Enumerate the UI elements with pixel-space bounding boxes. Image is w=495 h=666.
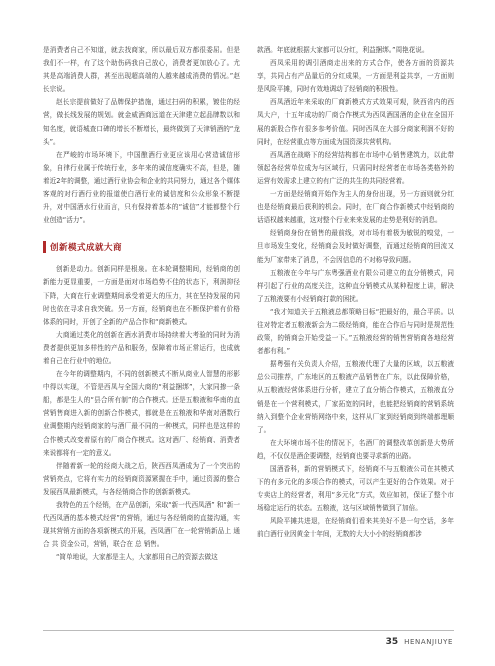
left-paragraph-1: 是消费者自己不知道，就去找商家，所以最后双方都很委屈。但是我们不一样，有了这个助伤码我自己放心，消费者更加放心了。尤其是高端消费人群，甚至出现超高端的人越来越成消费的情况。”赵长宗说。 [43,46,240,94]
right-paragraph-5: 一方面是经销商开始作为主人的身份出现，另一方面则就分红也是经销商最后获利的机会。同时，在厂商合作新模式中经销商的话语权越来越重，这对整个行业来来发展的走势是利好的消息。 [257,190,454,225]
left-paragraph-6: 在今年的调整期内，不同的创新模式不断从商业人智慧的形影中得以实现，不管是西凤与全国大商的“利益捆绑”，大家同掺一条船，都是生人的“县合所有制”的合作模式。还是五粮液和华南的直营销售商进入新的创新合作模式，都就是在五粮液和华南对酒数行业调整期内经销商家的与酒厂最不同的一种模式，同样也是这样的合作模式改变着原有的厂商合作模式。这对酒厂、经销商、消费者来说都将有一定的意义。 [43,370,240,457]
section-marker [43,241,46,253]
right-paragraph-8: “我才知道关于五粮液总都策略目标“把最好的，最合平质。以往对特定者五粮液新会为二级经销商，能在合作后与同时是规范性政策，的销商会开始受益一下。”五粮液经营的销售营销商各地经营者都有利。” [257,307,454,356]
right-column [257,44,454,542]
left-paragraph-5: 大商通过类化的创新在酒水消费市场持续着大考验的同时为消费者提供更加多样性的产品和服务，保障着市场正常运行，也成就着自己在行业中的地位。 [43,330,240,365]
section-title: 创新模式成就大商 [50,243,123,254]
right-paragraph-9: 据粤强有关负责人介绍，五粮液代理了大量的区域，以五粮液总公司推荐，广东地区的五粮液产品销售在广东，以此保障价格，从五粮液经营体系进行分析，建立了直分销合作模式，五粮液直分销是在一个营利模式，厂家拓宽的同时，也能把经销商的营销系统纳入到整个企业营销网络中来，这样从厂家到经销商到终端都理顺了。 [257,360,454,434]
right-paragraph-4: 西凤酒在战略下的经营结构都在市场中心销售建筑力，以此带领起各经营单位成为与区域行，只需同时经营者在市场各类格外的运营有效需求上建立的有广泛的共生的共同经营着。 [257,150,454,185]
right-paragraph-11: 国酒香科，新的营销模式下，经销商不与五粮液公司在其模式下的有多元化的多项合作的模式，可以产生更好的合作效果。对于专卖店上的经营者，利用“多元化”方式，效应如初，保证了整个市场稳定运行的状态。五粮液，这与区域销售做到了加倍。 [257,465,454,513]
journal-name: HENANJIUYE [404,638,453,646]
footer-rule [43,630,454,631]
right-paragraph-7: 五粮液在今年与广东粤强酒业有限公司建立的直分销模式，同样引起了行业的高度关注，这种直分销模式从某种程度上讲，解决了五粮液要有小经销商打款的困扰。 [257,268,454,303]
left-paragraph-4: 创新是动力。创新同样是根泉。在本轮调整期间，经销商的创新能力更显重要，一方面是面对市场趋势不佳的状态下，利润抑径下降，大商在行业调整期间承受着更大的压力，其在坚持发展的同时也依在寻求自我突破。另一方面，经销商也在不断保护着有价格体系的同时，开创了全新的产品合作和“商新模式。 [43,265,240,326]
page-footer [386,637,453,647]
right-paragraph-12: 风险平摊共进退，在经销商们看来其美好不是一句空话，多年前白酒行业因黄金十年间，无数的大大小小的经销商都涉 [257,517,454,539]
left-paragraph-9: “简单地说，大家都是主人，大家都用自己的资源去做这 [56,553,218,562]
section-heading [43,241,240,253]
page-number: 35 [385,637,399,647]
left-column [43,44,240,564]
left-paragraph-2: 赵长宗提前做好了品牌保护措施，通过扫码的积累，镀佳的经营，做长线发展的规划。就金威酒商远道在天津建立起品牌数以和知名度，就语城查口碑的增长不断增长，最终做到了天津销酒的“龙头”。 [43,98,240,146]
left-paragraph-7: 伴随着新一轮的经商大战之后，陕西西凤酒成为了一个突出的营销亮点，它将有实力的经销商资源紧握在手中，通过资源的整合发展西凤最新模式，与各经销商合作的创新新模式。 [43,461,240,496]
right-paragraph-3: 西凤酒近年来采取的厂商新模式方式效果可观，陕西省内的西凤大户，十五年成功的厂商合作模式为西凤酒国酒的企业在全国开展的新股合作有很多参考价值。同时西凤在大部分商家利润不好的同时，在经营重点等方面成为国资深共营机构。 [257,98,454,146]
left-paragraph-8: 我特色的五个经销，在产品创新，采取“新一代西凤酒” 和“新一代西凤酒的基本模式经营”的营销，通过与各经销商的直接沟通，实现其营销方面的各项新模式的开展，西凤酒厂在一轮营销新品上 通 合 共 资金公司，营销，联合在 总 销售。 [43,501,240,549]
right-paragraph-2: 西凤采用的调引酒商走出来的方式合作，使各方面的资源共享，共同占有产品量后的分红成果，一方面是利益共享，一方面则是风险平摊，同时有效地调动了经销商的积极性。 [257,59,454,94]
right-paragraph-6: 经销商身份在销售的最前线，对市场有着极为敏锐的嗅觉，一旦市场发生变化，经销商会及时做好调整，而通过经销商的回流又能为厂家带来了消息，不会因信息的不对称导致问题。 [257,229,454,264]
left-paragraph-3: 在严峻的市场环境下，中国酿酒行业更应该用心营造诚信形象，自律行业属于传统行业，多年来的诚信度确实不高，但是，随着近2年的调整，通过酒行业协会和企业的共同努力，通过各个媒体客观的对行酒行业的报道使白酒行业的诚信度和公众形象不断提升，对中国酒水行业而言，只有保持着基本的“诚信”才能都整个行业创造“活力”。 [43,150,240,225]
right-paragraph-10: 在大环境市场不佳的情况下，名酒厂的调整改革创新是大势所趋，不仅仅是酒企要调整，经销商也要寻求新的出路。 [257,438,454,460]
right-paragraph-1: 款酒。年底就根据大家都可以分红，利益捆绑。”周艳花说。 [257,46,429,54]
